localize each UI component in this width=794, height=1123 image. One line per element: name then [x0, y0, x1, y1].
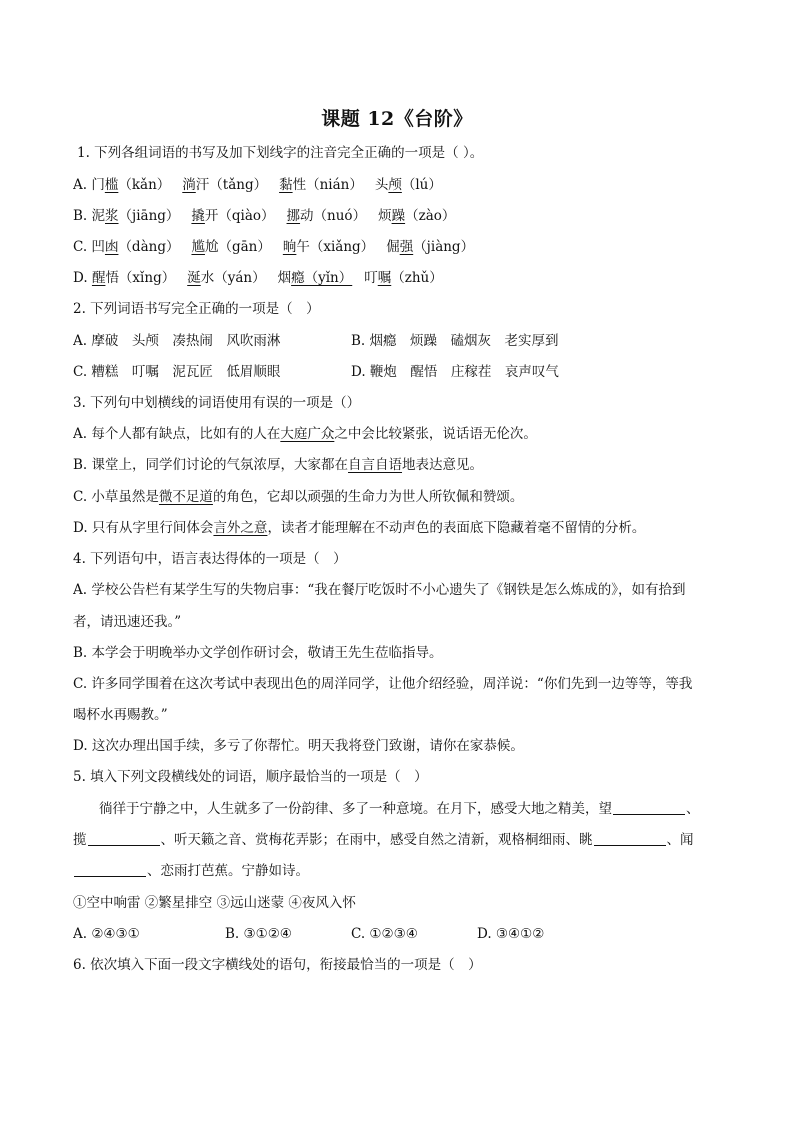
q5-option-b: B. ③①②④: [225, 926, 292, 942]
q5-passage-line1: 徜徉于宁静之中，人生就多了一份韵律、多了一种意境。在月下，感受大地之精美，望 、: [99, 801, 700, 817]
q2-option-a: A. 摩破 头颅 凑热闹 风吹雨淋: [73, 333, 281, 349]
q2-stem: 2. 下列词语书写完全正确的一项是（ ）: [73, 301, 320, 317]
q5-items: ①空中响雷 ②繁星排空 ③远山迷蒙 ④夜风入怀: [73, 895, 356, 911]
fill-blank: [74, 862, 146, 877]
q4-option-d: D. 这次办理出国手续，多亏了你帮忙。明天我将登门致谢，请你在家恭候。: [73, 738, 524, 754]
q5-stem: 5. 填入下列文段横线处的词语，顺序最恰当的一项是（ ）: [73, 769, 428, 785]
q1-option-d: D. 醒悟（xǐng） 涎水（yán） 烟瘾（yǐn） 叮嘱（zhǔ）: [73, 270, 443, 286]
q2-option-d: D. 鞭炮 醒悟 庄稼茬 哀声叹气: [351, 364, 559, 380]
fill-blank: [613, 800, 685, 815]
q5-passage-line2: 揽 、听天籁之音、赏梅花弄影；在雨中，感受自然之清新，观格桐细雨、眺 、闻: [73, 832, 694, 848]
q4-option-b: B. 本学会于明晚举办文学创作研讨会，敬请王先生莅临指导。: [73, 645, 443, 661]
fill-blank: [594, 831, 666, 846]
fill-blank: [88, 831, 160, 846]
q5-option-d: D. ③④①②: [477, 926, 545, 942]
q1-option-a: A. 门槛（kǎn） 淌汗（tǎng） 黏性（nián） 头颅（lú）: [73, 177, 442, 193]
q2-option-b: B. 烟瘾 烦躁 磕烟灰 老实厚到: [351, 333, 559, 349]
q4-option-c-line2: 喝杯水再赐教。”: [73, 707, 168, 723]
q1-option-c: C. 凹凼（dàng） 尴尬（gān） 晌午（xiǎng） 倔强（jiàng）: [73, 239, 475, 255]
q2-option-c: C. 糟糕 叮嘱 泥瓦匠 低眉顺眼: [73, 364, 281, 380]
q4-option-c-line1: C. 许多同学围着在这次考试中表现出色的周洋同学，让他介绍经验，周洋说：“你们先到一边等等，等我: [73, 676, 693, 692]
q6-stem: 6. 依次填入下面一段文字横线处的语句，衔接最恰当的一项是（ ）: [73, 957, 482, 973]
q3-option-a: A. 每个人都有缺点，比如有的人在大庭广众之中会比较紧张，说话语无伦次。: [73, 426, 537, 442]
q4-option-a-line1: A. 学校公告栏有某学生写的失物启事：“我在餐厅吃饭时不小心遗失了《钢铁是怎么炼成的》，如有拾到: [73, 582, 686, 598]
q5-options: [73, 924, 733, 944]
q1-stem: 1. 下列各组词语的书写及加下划线字的注音完全正确的一项是（ ）。: [77, 145, 484, 161]
q5-option-c: C. ①②③④: [351, 926, 418, 942]
q5-passage-line3: 、恋雨打芭蕉。宁静如诗。: [73, 861, 733, 881]
q3-option-c: C. 小草虽然是微不足道的角色，它却以顽强的生命力为世人所钦佩和赞颂。: [73, 489, 524, 505]
q4-stem: 4. 下列语句中，语言表达得体的一项是（ ）: [73, 551, 347, 567]
q3-stem: 3. 下列句中划横线的词语使用有误的一项是（）: [73, 395, 361, 411]
page-title: 课题 12《台阶》: [321, 108, 473, 130]
q5-option-a: A. ②④③①: [73, 926, 140, 942]
q3-option-d: D. 只有从字里行间体会言外之意，读者才能理解在不动声色的表面底下隐藏着毫不留情的分析。: [73, 520, 646, 536]
q4-option-a-line2: 者，请迅速还我。”: [73, 614, 182, 630]
q1-option-b: B. 泥浆（jiāng） 撬开（qiào） 挪动（nuó） 烦躁（zào）: [73, 208, 456, 224]
q3-option-b: B. 课堂上，同学们讨论的气氛浓厚，大家都在自言自语地表达意见。: [73, 457, 484, 473]
